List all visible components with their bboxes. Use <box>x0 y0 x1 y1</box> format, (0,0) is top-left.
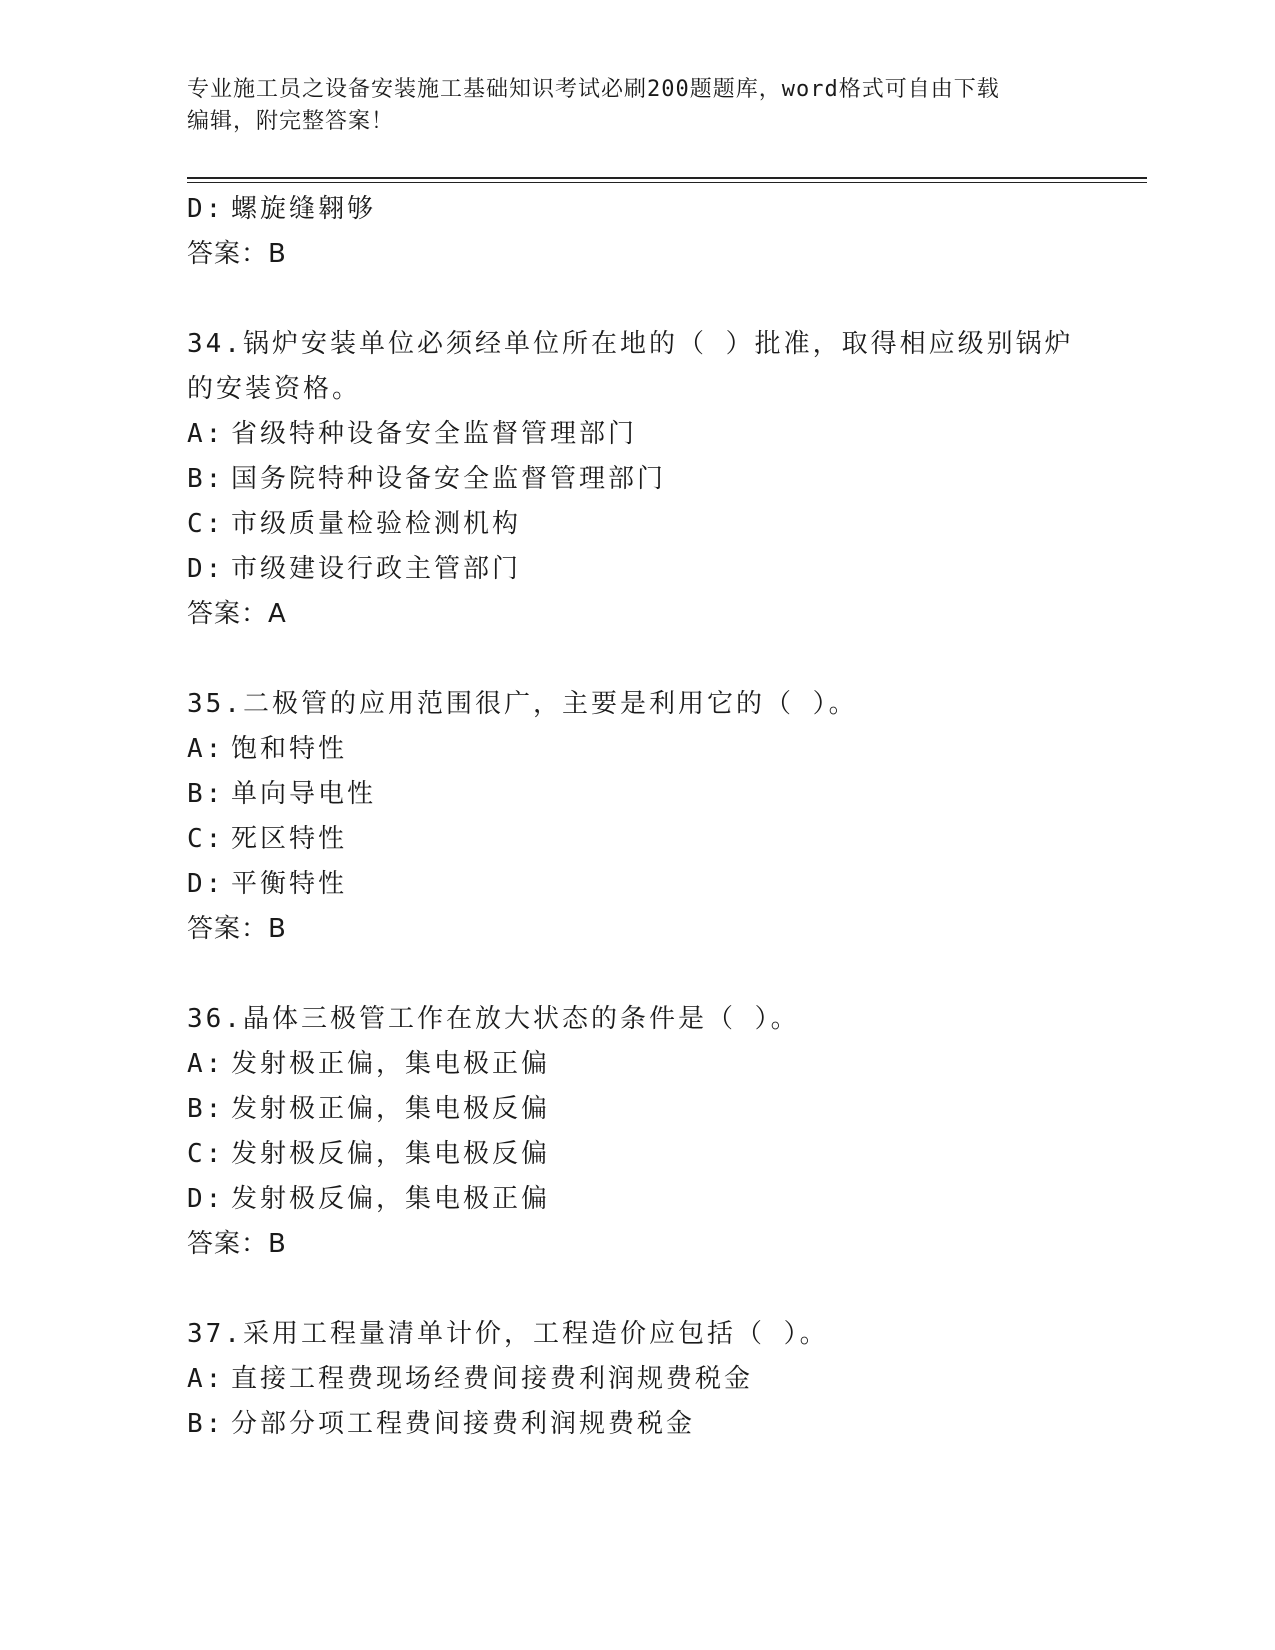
option-label: D: <box>187 554 225 584</box>
option-text: 单向导电性 <box>231 779 377 809</box>
question-text: 34.锅炉安装单位必须经单位所在地的（ ）批准，取得相应级别锅炉 <box>187 329 1074 359</box>
question-37 <box>187 1312 1147 1447</box>
option-label: D: <box>187 194 225 224</box>
option-text: 国务院特种设备安全监督管理部门 <box>231 464 667 494</box>
option-label: A: <box>187 734 225 764</box>
header-divider <box>187 177 1147 183</box>
answer-line: 答案：B <box>187 239 287 269</box>
option-text: 发射极反偏，集电极反偏 <box>231 1139 551 1169</box>
option-text: 分部分项工程费间接费利润规费税金 <box>231 1409 696 1439</box>
option-b <box>187 457 1147 502</box>
option-text: 发射极反偏，集电极正偏 <box>231 1184 551 1214</box>
header-line-1: 专业施工员之设备安装施工基础知识考试必刷200题题库，word格式可自由下载 <box>187 77 1000 102</box>
header-line-2: 编辑，附完整答案！ <box>187 109 395 134</box>
option-label: C: <box>187 509 225 539</box>
option-text: 发射极正偏，集电极反偏 <box>231 1094 551 1124</box>
option-label: D: <box>187 869 225 899</box>
question-text: 35.二极管的应用范围很广，主要是利用它的（ ）。 <box>187 689 858 719</box>
question-text-continued: 的安装资格。 <box>187 374 362 404</box>
question-list <box>187 187 1147 1447</box>
option-d <box>187 187 1147 232</box>
option-label: A: <box>187 1364 225 1394</box>
option-text: 饱和特性 <box>231 734 348 764</box>
option-c <box>187 502 1147 547</box>
question-35 <box>187 682 1147 952</box>
option-c <box>187 817 1147 862</box>
document-page <box>187 0 1147 1650</box>
option-a <box>187 412 1147 457</box>
spacer <box>187 952 1147 997</box>
question-text: 36.晶体三极管工作在放大状态的条件是（ ）。 <box>187 1004 800 1034</box>
option-text: 省级特种设备安全监督管理部门 <box>231 419 638 449</box>
option-label: C: <box>187 824 225 854</box>
option-d <box>187 862 1147 907</box>
option-text: 市级质量检验检测机构 <box>231 509 522 539</box>
option-b <box>187 1087 1147 1132</box>
option-label: B: <box>187 779 225 809</box>
option-c <box>187 1132 1147 1177</box>
option-label: D: <box>187 1184 225 1214</box>
option-text: 市级建设行政主管部门 <box>231 554 522 584</box>
option-text: 发射极正偏，集电极正偏 <box>231 1049 551 1079</box>
question-text: 37.采用工程量清单计价，工程造价应包括（ ）。 <box>187 1319 829 1349</box>
option-label: C: <box>187 1139 225 1169</box>
option-b <box>187 1402 1147 1447</box>
option-a <box>187 1357 1147 1402</box>
option-a <box>187 727 1147 772</box>
option-b <box>187 772 1147 817</box>
option-label: A: <box>187 1049 225 1079</box>
option-label: B: <box>187 464 225 494</box>
option-text: 螺旋缝翱够 <box>231 194 377 224</box>
option-text: 直接工程费现场经费间接费利润规费税金 <box>231 1364 754 1394</box>
answer-line: 答案：B <box>187 914 287 944</box>
option-label: B: <box>187 1409 225 1439</box>
spacer <box>187 637 1147 682</box>
document-header <box>187 74 1087 138</box>
option-label: B: <box>187 1094 225 1124</box>
option-label: A: <box>187 419 225 449</box>
answer-line: 答案：A <box>187 599 287 629</box>
spacer <box>187 277 1147 322</box>
option-text: 平衡特性 <box>231 869 348 899</box>
spacer <box>187 1267 1147 1312</box>
question-34 <box>187 322 1147 637</box>
option-d <box>187 547 1147 592</box>
answer-line: 答案：B <box>187 1229 287 1259</box>
question-36 <box>187 997 1147 1267</box>
option-d <box>187 1177 1147 1222</box>
option-text: 死区特性 <box>231 824 348 854</box>
option-a <box>187 1042 1147 1087</box>
